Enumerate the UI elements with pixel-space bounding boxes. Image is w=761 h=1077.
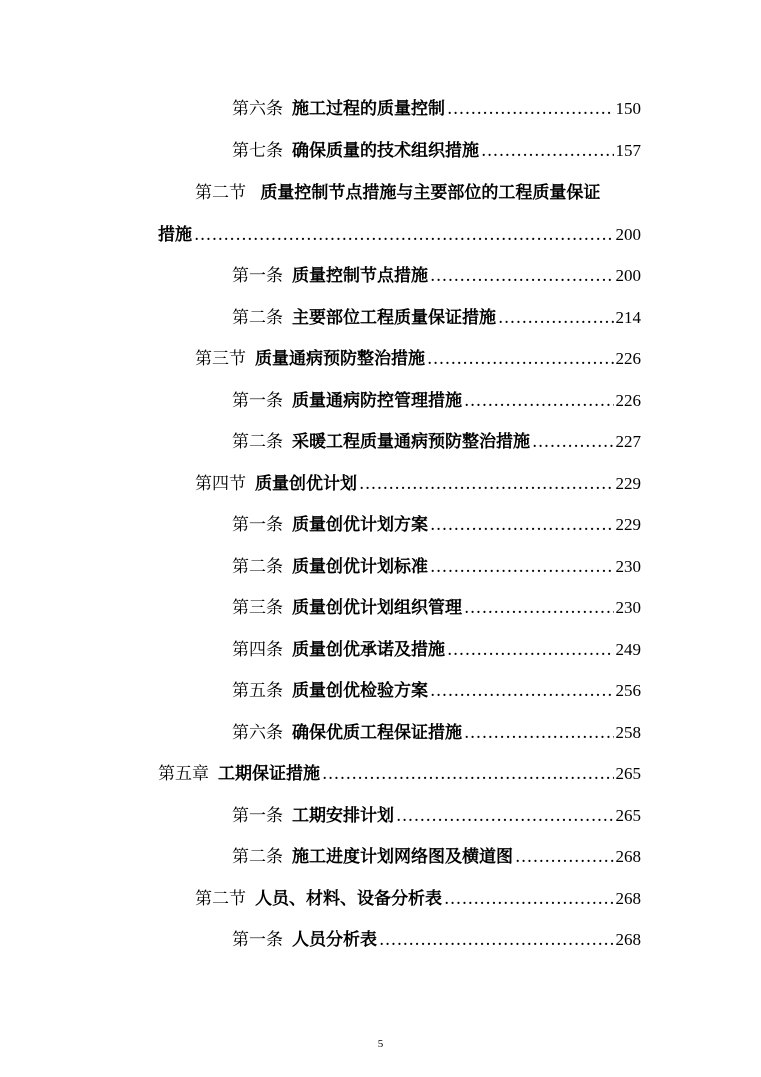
toc-entry[interactable] <box>158 763 641 785</box>
toc-entry-title: 施工进度计划网络图及横道图 <box>292 847 513 867</box>
toc-entry[interactable] <box>232 639 641 661</box>
toc-entry-label: 第二条 <box>232 557 283 577</box>
toc-entry-label: 第二节 <box>195 889 246 909</box>
toc-entry[interactable] <box>232 846 641 868</box>
toc-entry-label: 第一条 <box>232 391 283 411</box>
toc-entry-title: 工期保证措施 <box>218 764 320 784</box>
toc-entry-page: 265 <box>615 806 641 825</box>
toc-entry-title: 工期安排计划 <box>292 806 394 826</box>
toc-entry[interactable] <box>195 348 641 370</box>
dot-leader <box>464 722 614 744</box>
toc-entry-label: 第六条 <box>232 99 283 119</box>
toc-entry-title: 质量控制节点措施与主要部位的工程质量保证 <box>260 183 601 203</box>
dot-leader <box>447 98 614 120</box>
dot-leader <box>322 763 614 785</box>
toc-entry-title: 质量创优计划标准 <box>292 557 428 577</box>
toc-entry[interactable] <box>232 390 641 412</box>
toc-entry-title: 采暖工程质量通病预防整治措施 <box>292 432 530 452</box>
dot-leader <box>427 348 614 370</box>
toc-entry-page: 226 <box>615 349 641 368</box>
toc-entry-title: 确保质量的技术组织措施 <box>292 141 479 161</box>
dot-leader <box>379 929 614 951</box>
toc-entry-page: 258 <box>615 723 641 742</box>
toc-entry-page: 230 <box>615 598 641 617</box>
toc-entry-label: 第六条 <box>232 723 283 743</box>
dot-leader <box>515 846 614 868</box>
toc-entry-label: 第五章 <box>158 764 209 784</box>
toc-entry-label: 第五条 <box>232 681 283 701</box>
dot-leader <box>430 265 614 287</box>
dot-leader <box>498 307 614 329</box>
toc-entry-page: 249 <box>615 640 641 659</box>
toc-entry-title: 人员、材料、设备分析表 <box>255 889 442 909</box>
toc-entry[interactable] <box>232 597 641 619</box>
toc-entry-title: 质量创优计划 <box>255 474 357 494</box>
toc-entry[interactable] <box>232 805 641 827</box>
toc-entry-label: 第四节 <box>195 474 246 494</box>
dot-leader <box>396 805 614 827</box>
dot-leader <box>464 390 614 412</box>
dot-leader <box>359 473 614 495</box>
toc-entry-label: 第三节 <box>195 349 246 369</box>
toc-entry-label: 第二条 <box>232 847 283 867</box>
toc-entry-label: 第一条 <box>232 930 283 950</box>
toc-entry[interactable] <box>232 431 641 453</box>
toc-entry-page: 157 <box>615 141 641 160</box>
toc-entry[interactable] <box>232 680 641 702</box>
toc-entry-label: 第二条 <box>232 308 283 328</box>
toc-entry-label: 第一条 <box>232 515 283 535</box>
toc-entry-page: 268 <box>615 889 641 908</box>
toc-entry-label: 第二条 <box>232 432 283 452</box>
toc-entry-title: 确保优质工程保证措施 <box>292 723 462 743</box>
toc-entry-label: 第二节 <box>195 183 246 203</box>
dot-leader <box>430 514 614 536</box>
toc-entry[interactable] <box>232 307 641 329</box>
toc-entry-page: 229 <box>615 515 641 534</box>
toc-entry-title: 质量创优计划组织管理 <box>292 598 462 618</box>
toc-entry-page: 268 <box>615 847 641 866</box>
dot-leader <box>194 224 614 246</box>
toc-entry-page: 227 <box>615 432 641 451</box>
dot-leader <box>430 680 614 702</box>
toc-entry-label: 第七条 <box>232 141 283 161</box>
toc-entry[interactable] <box>232 556 641 578</box>
toc-entry-title: 质量创优承诺及措施 <box>292 640 445 660</box>
toc-entry-page: 200 <box>615 225 641 244</box>
toc-entry-title: 主要部位工程质量保证措施 <box>292 308 496 328</box>
toc-entry-title: 质量控制节点措施 <box>292 266 428 286</box>
toc-entry-title-continued: 措施 <box>158 225 192 245</box>
toc-entry-label: 第四条 <box>232 640 283 660</box>
toc-entry-page: 268 <box>615 930 641 949</box>
toc-entry[interactable] <box>232 929 641 951</box>
toc-entry-label: 第一条 <box>232 806 283 826</box>
toc-entry-title: 质量创优计划方案 <box>292 515 428 535</box>
toc-entry-title: 质量通病防控管理措施 <box>292 391 462 411</box>
toc-entry-page: 229 <box>615 474 641 493</box>
toc-entry-title: 人员分析表 <box>292 930 377 950</box>
toc-entry-page: 214 <box>615 308 641 327</box>
toc-entry-title: 施工过程的质量控制 <box>292 99 445 119</box>
toc-entry-page: 150 <box>615 99 641 118</box>
toc-entry[interactable] <box>232 722 641 744</box>
toc-entry-page: 200 <box>615 266 641 285</box>
toc-entry[interactable] <box>232 140 641 162</box>
dot-leader <box>481 140 614 162</box>
dot-leader <box>430 556 614 578</box>
toc-entry[interactable] <box>232 98 641 120</box>
toc-entry-page: 230 <box>615 557 641 576</box>
dot-leader <box>447 639 614 661</box>
dot-leader <box>532 431 614 453</box>
toc-entry-title: 质量创优检验方案 <box>292 681 428 701</box>
toc-entry-label: 第三条 <box>232 598 283 618</box>
toc-entry[interactable] <box>195 888 641 910</box>
page-number: 5 <box>377 1038 384 1050</box>
dot-leader <box>444 888 614 910</box>
toc-entry-page: 256 <box>615 681 641 700</box>
toc-entry-title: 质量通病预防整治措施 <box>255 349 425 369</box>
toc-entry-label: 第一条 <box>232 266 283 286</box>
toc-entry[interactable] <box>232 265 641 287</box>
toc-entry[interactable] <box>232 514 641 536</box>
dot-leader <box>464 597 614 619</box>
toc-entry-wrapped-first-line[interactable] <box>195 182 600 204</box>
toc-entry-page: 226 <box>615 391 641 410</box>
toc-entry-wrapped-second-line[interactable] <box>158 224 641 246</box>
toc-entry-page: 265 <box>615 764 641 783</box>
toc-entry[interactable] <box>195 473 641 495</box>
